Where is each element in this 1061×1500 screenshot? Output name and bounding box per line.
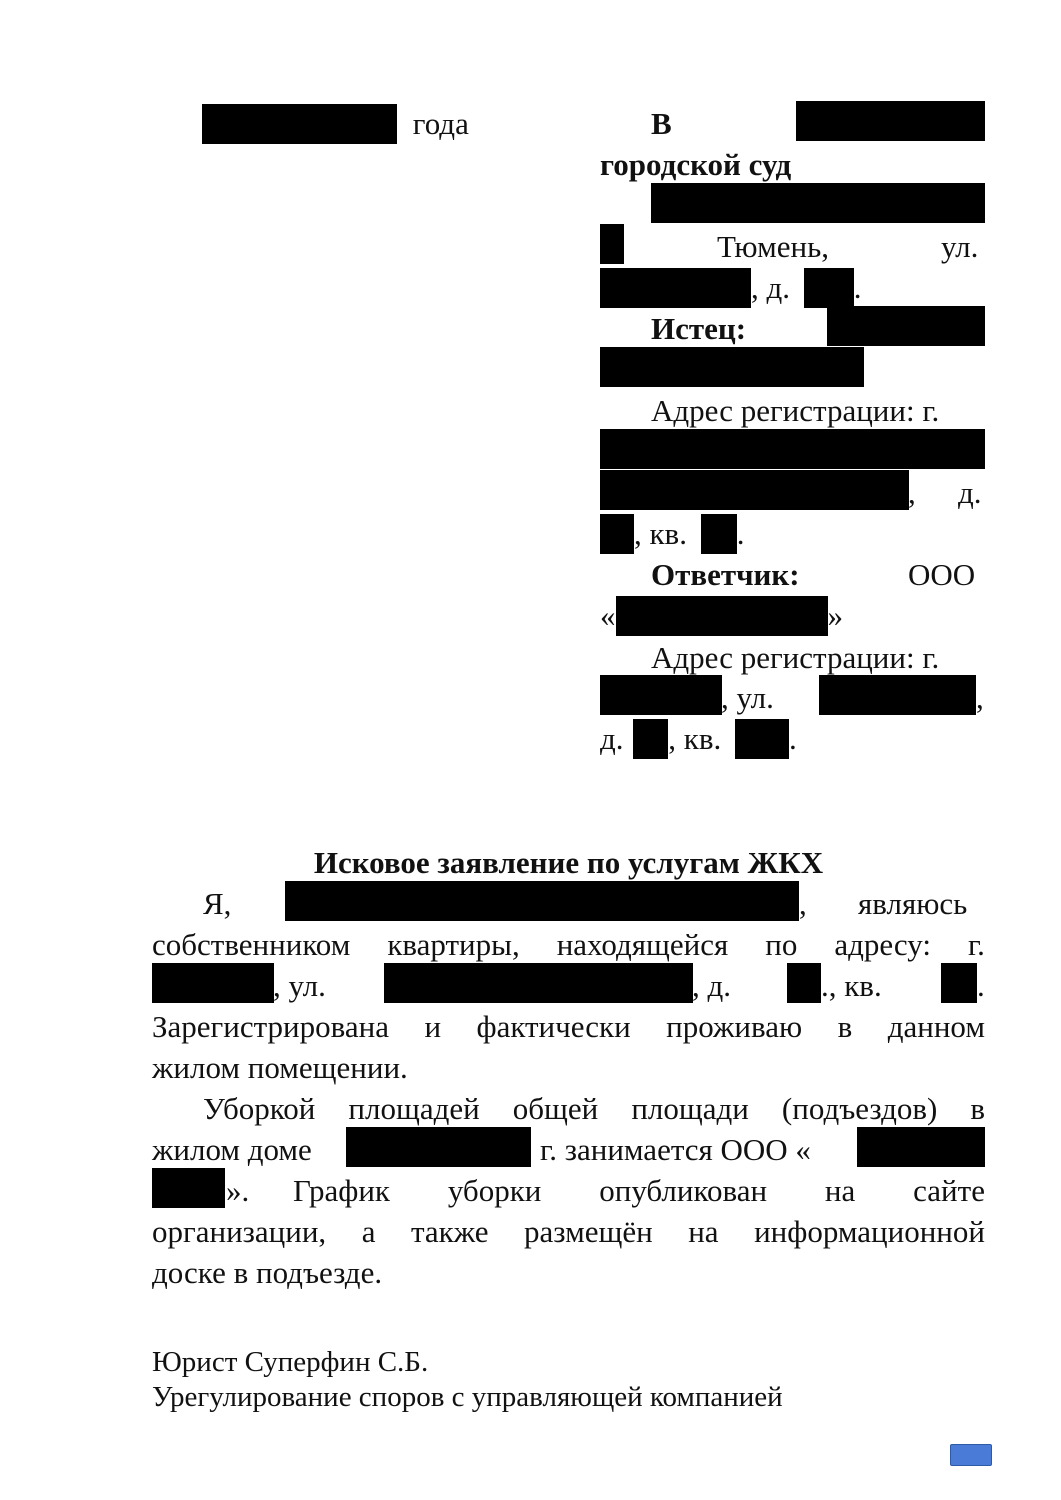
word: опубликован bbox=[599, 1173, 768, 1208]
redacted-plaintiff-address-1 bbox=[600, 429, 985, 469]
redacted-index bbox=[600, 224, 624, 264]
redacted-applicant-name bbox=[285, 881, 799, 921]
defendant-street-abbr: , ул. bbox=[721, 680, 774, 715]
plaintiff-label: Истец: bbox=[651, 311, 747, 346]
defendant-name-line bbox=[600, 595, 843, 636]
defendant-label: Ответчик: bbox=[651, 557, 800, 592]
word: общей bbox=[512, 1091, 599, 1126]
word: по bbox=[765, 927, 798, 962]
redacted-plaintiff-name-1 bbox=[827, 306, 985, 346]
redacted-defendant-street bbox=[819, 675, 976, 715]
p1-line-2 bbox=[152, 924, 985, 965]
court-street-line bbox=[600, 267, 862, 308]
plaintiff-apt-line bbox=[600, 513, 744, 554]
p1-line-5: жилом помещении. bbox=[152, 1050, 408, 1085]
word: Зарегистрирована bbox=[152, 1009, 389, 1044]
word: квартиры, bbox=[387, 927, 520, 962]
redacted-applicant-street bbox=[384, 963, 693, 1003]
redacted-defendant-apt bbox=[735, 719, 789, 759]
p2-l3-a: ». bbox=[226, 1173, 250, 1208]
word: уборки bbox=[447, 1173, 542, 1208]
footer-author: Юрист Суперфин С.Б. bbox=[152, 1346, 429, 1378]
word: площадей bbox=[348, 1091, 480, 1126]
word: График bbox=[293, 1173, 390, 1208]
word: на bbox=[688, 1214, 719, 1249]
p2-line-1 bbox=[203, 1088, 985, 1129]
dot: . bbox=[788, 721, 797, 756]
redacted-applicant-city bbox=[152, 963, 274, 1003]
blue-action-button[interactable] bbox=[950, 1444, 992, 1466]
redacted-city bbox=[796, 101, 985, 141]
word: информационной bbox=[754, 1214, 985, 1249]
redacted-mgmt-company-2 bbox=[152, 1168, 225, 1208]
apt-prefix: , кв. bbox=[634, 516, 687, 551]
word: в bbox=[970, 1091, 985, 1126]
defendant-reg-label: Адрес регистрации: г. bbox=[651, 640, 940, 675]
quote-close: » bbox=[827, 598, 843, 633]
word: Уборкой bbox=[203, 1091, 316, 1126]
word: (подъездов) bbox=[781, 1091, 938, 1126]
redacted-plaintiff-name-2 bbox=[600, 347, 864, 387]
date-suffix: года bbox=[412, 106, 469, 141]
quote-open: « bbox=[600, 598, 616, 633]
defendant-apt-line bbox=[600, 718, 797, 759]
court-city: Тюмень, bbox=[717, 229, 829, 264]
redacted-applicant-apt bbox=[941, 963, 977, 1003]
p1-street: , ул. bbox=[273, 968, 326, 1003]
word: площади bbox=[631, 1091, 749, 1126]
redacted-house-address bbox=[346, 1127, 531, 1167]
redacted-mgmt-company-1 bbox=[857, 1127, 985, 1167]
footer-subject: Урегулирование споров с управляющей компанией bbox=[152, 1381, 783, 1413]
redacted-court-address bbox=[651, 183, 985, 223]
court-name: городской суд bbox=[600, 147, 792, 182]
word: также bbox=[410, 1214, 489, 1249]
word: на bbox=[824, 1173, 856, 1208]
comma: , bbox=[908, 475, 916, 510]
dot: . bbox=[736, 516, 745, 551]
p1-w1: Я, bbox=[203, 886, 232, 921]
word: находящейся bbox=[556, 927, 729, 962]
p1-dot: . bbox=[977, 968, 985, 1003]
word: собственником bbox=[152, 927, 351, 962]
redacted-defendant-house bbox=[633, 719, 668, 759]
p2-l2-a: жилом доме bbox=[152, 1132, 312, 1167]
redacted-plaintiff-address-2 bbox=[600, 470, 909, 510]
p1-w2: являюсь bbox=[858, 886, 968, 921]
p2-line-5: доске в подъезде. bbox=[152, 1255, 383, 1290]
word: в bbox=[837, 1009, 853, 1044]
redacted-defendant-city bbox=[600, 675, 722, 715]
word: сайте bbox=[913, 1173, 985, 1208]
redacted-street bbox=[600, 268, 751, 308]
defendant-org-type: ООО bbox=[908, 557, 976, 592]
p1-house: , д. bbox=[692, 968, 732, 1003]
word: фактически bbox=[476, 1009, 631, 1044]
p2-line-3 bbox=[293, 1170, 985, 1211]
word: данном bbox=[887, 1009, 985, 1044]
word: проживаю bbox=[666, 1009, 803, 1044]
word: и bbox=[424, 1009, 442, 1044]
redacted-apt-number bbox=[701, 514, 737, 554]
house-prefix: , д. bbox=[751, 270, 791, 305]
comma: , bbox=[976, 680, 984, 715]
date-line bbox=[202, 103, 469, 144]
redacted-defendant-name bbox=[616, 596, 828, 636]
apt-prefix: , кв. bbox=[668, 721, 722, 756]
p2-line-4 bbox=[152, 1211, 985, 1252]
word: адресу: bbox=[834, 927, 931, 962]
p2-l2-b: г. занимается ООО « bbox=[540, 1132, 811, 1167]
word: размещён bbox=[524, 1214, 653, 1249]
redacted-house bbox=[804, 268, 854, 308]
redacted-applicant-house bbox=[787, 963, 821, 1003]
dot: . bbox=[853, 270, 862, 305]
redacted-house-number bbox=[600, 514, 634, 554]
word: а bbox=[361, 1214, 376, 1249]
p1-apt: ., кв. bbox=[821, 968, 882, 1003]
house-abbr: д. bbox=[958, 475, 982, 510]
house-abbr-2: д. bbox=[600, 721, 624, 756]
street-abbr: ул. bbox=[941, 229, 979, 264]
court-prefix: В bbox=[651, 106, 672, 141]
plaintiff-reg-label: Адрес регистрации: г. bbox=[651, 393, 940, 428]
p1-line-4 bbox=[152, 1006, 985, 1047]
word: г. bbox=[967, 927, 985, 962]
document-title: Исковое заявление по услугам ЖКХ bbox=[313, 845, 824, 880]
redacted-date bbox=[202, 104, 397, 144]
word: организации, bbox=[152, 1214, 327, 1249]
p1-comma: , bbox=[799, 886, 807, 921]
